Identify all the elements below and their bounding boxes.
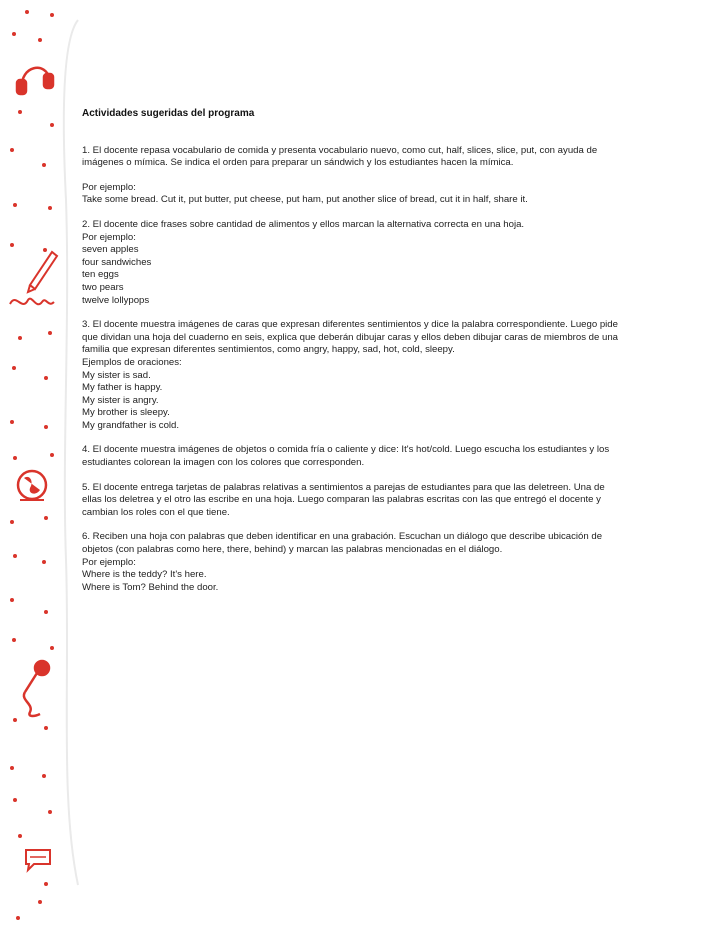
- list-item: My sister is angry.: [82, 394, 159, 406]
- example-label: Por ejemplo:: [82, 181, 136, 193]
- list-item: My brother is sleepy.: [82, 407, 170, 419]
- decorative-margin: [0, 0, 80, 930]
- list-item: My sister is sad.: [82, 369, 151, 381]
- activity-2: [82, 219, 627, 307]
- list-item: Where is the teddy? It's here.: [82, 569, 207, 581]
- activity-4: [82, 444, 627, 469]
- example-label: Por ejemplo:: [82, 556, 136, 568]
- page-title: Actividades sugeridas del programa: [82, 108, 255, 119]
- list-item: seven apples: [82, 244, 139, 256]
- list-item: My grandfather is cold.: [82, 419, 180, 431]
- document-body: [82, 108, 627, 606]
- activity-6: [82, 531, 627, 594]
- list-item: two pears: [82, 281, 124, 293]
- list-item: My father is happy.: [82, 382, 163, 394]
- globe-icon: [18, 471, 46, 500]
- activity-2-text: 2. El docente dice frases sobre cantidad de alimentos y ellos marcan la alternativa correcta en una hoja.: [82, 218, 525, 230]
- activity-3: [82, 319, 627, 432]
- red-dots: [10, 10, 54, 920]
- activity-6-text: 6. Reciben una hoja con palabras que deben identificar en una grabación. Escuchan un diálogo que describe ubicación de objetos (con palabras como here, there, behind) y marcan las palabras mencionadas en el diálogo.: [82, 531, 603, 556]
- example-label: Ejemplos de oraciones:: [82, 356, 182, 368]
- activity-4-text: 4. El docente muestra imágenes de objetos o comida fría o caliente y dice: It's hot/cold. Luego escucha los estudiantes y los estudiantes colorean la imagen con los colores que corresponden.: [82, 444, 610, 469]
- list-item: four sandwiches: [82, 256, 152, 268]
- microphone-icon: [24, 661, 49, 716]
- activity-5: [82, 482, 627, 520]
- pencil-icon: [10, 252, 57, 304]
- list-item: twelve lollypops: [82, 294, 150, 306]
- activity-1: [82, 145, 627, 170]
- list-item: ten eggs: [82, 269, 119, 281]
- activity-5-text: 5. El docente entrega tarjetas de palabras relativas a sentimientos a parejas de estudiantes para que las deletreen. Una de ellas los deletrea y el otro las escribe en una hoja. Luego comparan las palabras escritas con las que entregó el docente y cambian los roles con el que tiene.: [82, 481, 605, 518]
- margin-decoration: [0, 0, 80, 930]
- speech-bubble-icon: [26, 850, 50, 870]
- example-label: Por ejemplo:: [82, 231, 136, 243]
- activity-1-example: [82, 182, 627, 207]
- activity-1-text: 1. El docente repasa vocabulario de comida y presenta vocabulario nuevo, como cut, half, slices, slice, put, con ayuda de imágenes o mímica. Se indica el orden para preparar un sándwich y los estudiantes hacen la mímica.: [82, 144, 598, 169]
- example-text: Take some bread. Cut it, put butter, put cheese, put ham, put another slice of bread, cut it in half, share it.: [82, 194, 528, 206]
- headphones-icon: [17, 68, 53, 94]
- list-item: Where is Tom? Behind the door.: [82, 581, 219, 593]
- activity-3-text: 3. El docente muestra imágenes de caras que expresan diferentes sentimientos y dice la palabra correspondiente. Luego pide que dividan una hoja del cuaderno en seis, explica que deberán dibujar caras y ellos deben dibujar caras de miembros de una familia que expresan diferentes sentimientos, como angry, happy, sad, hot, cold, sleepy.: [82, 319, 618, 356]
